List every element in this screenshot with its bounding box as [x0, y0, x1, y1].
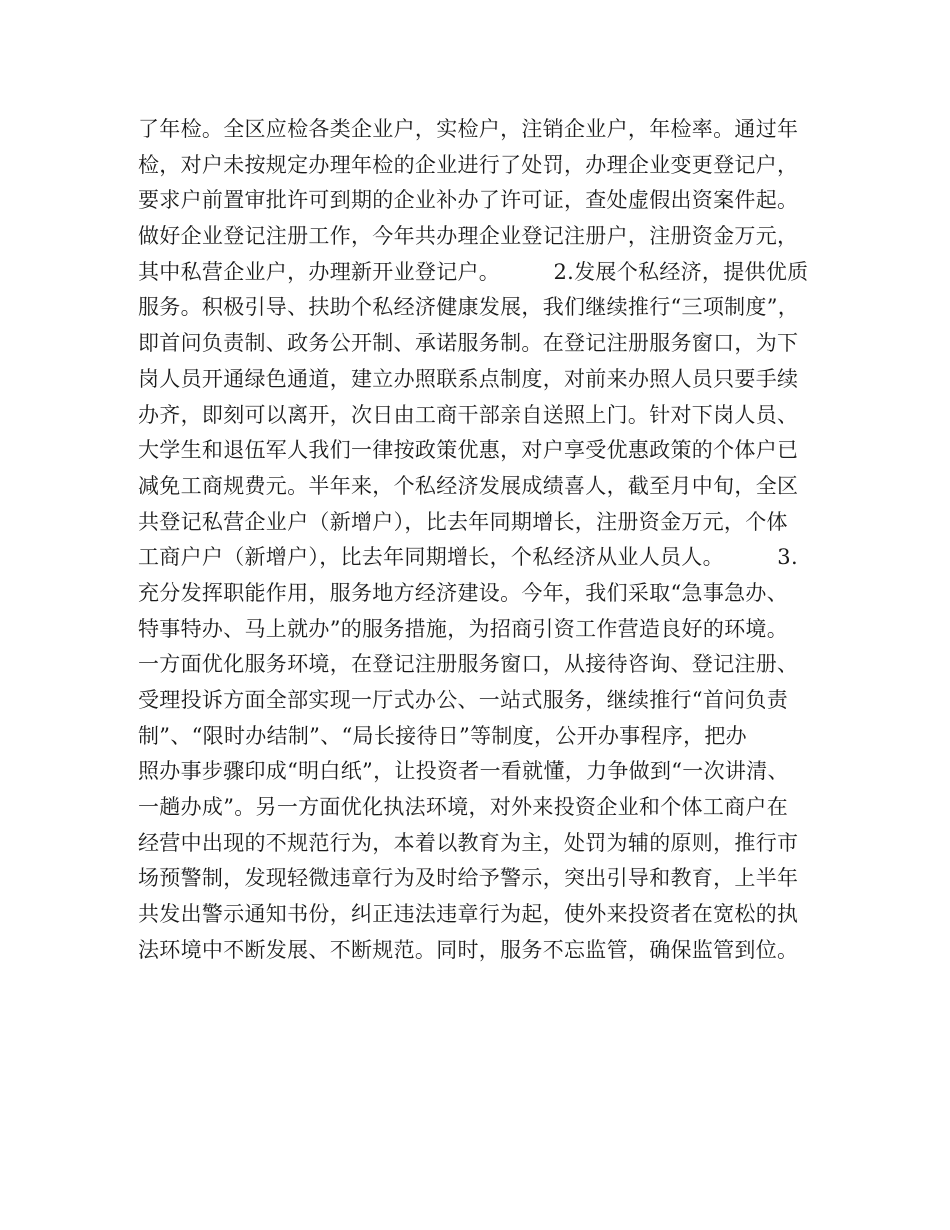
text-line: 大学生和退伍军人我们一律按政策优惠，对户享受优惠政策的个体户已: [138, 438, 799, 463]
text-line: 检，对户未按规定办理年检的企业进行了处罚，办理企业变更登记户，: [138, 152, 799, 177]
text-line: 法环境中不断发展、不断规范。同时，服务不忘监管，确保监管到位。: [138, 937, 799, 962]
text-line: 岗人员开通绿色通道，建立办照联系点制度，对前来办照人员只要手续: [138, 366, 799, 391]
text-line: 场预警制，发现轻微违章行为及时给予警示，突出引导和教育，上半年: [138, 866, 799, 891]
text-line: 服务。积极引导、扶助个私经济健康发展，我们继续推行“三项制度”，: [138, 295, 800, 320]
text-line: 经营中出现的不规范行为，本着以教育为主，处罚为辅的原则，推行市: [138, 830, 799, 855]
text-line: 一趟办成”。另一方面优化执法环境，对外来投资企业和个体工商户在: [138, 795, 789, 820]
text-line: 充分发挥职能作用，服务地方经济建设。今年，我们采取“急事急办、: [138, 580, 789, 605]
text-line: 了年检。全区应检各类企业户，实检户，注销企业户，年检率。通过年: [138, 117, 799, 141]
text-line: 即首问负责制、政务公开制、承诺服务制。在登记注册服务窗口，为下: [138, 331, 799, 356]
text-line: 工商户户（新增户），比去年同期增长，个私经济从业人员人。 3.: [138, 545, 798, 570]
text-line: 受理投诉方面全部实现一厅式办公、一站式服务，继续推行“首问负责: [138, 688, 789, 712]
text-line: 办齐，即刻可以离开，次日由工商干部亲自送照上门。针对下岗人员、: [138, 402, 799, 427]
text-line: 要求户前置审批许可到期的企业补办了许可证，查处虚假出资案件起。: [138, 188, 799, 213]
text-line: 做好企业登记注册工作，今年共办理企业登记注册户，注册资金万元，: [138, 224, 799, 249]
text-line: 照办事步骤印成“明白纸”，让投资者一看就懂，力争做到“一次讲清、: [138, 759, 789, 784]
text-line: 一方面优化服务环境，在登记注册服务窗口，从接待咨询、登记注册、: [138, 652, 799, 677]
text-line: 制”、“限时办结制”、“局长接待日”等制度，公开办事程序，把办: [138, 723, 747, 748]
text-line: 共发出警示通知书份，纠正违法违章行为起，使外来投资者在宽松的执: [138, 902, 799, 927]
text-line: 特事特办、马上就办”的服务措施，为招商引资工作营造良好的环境。: [138, 616, 789, 641]
text-line: 减免工商规费元。半年来，个私经济发展成绩喜人，截至月中旬，全区: [138, 473, 799, 498]
text-line: 共登记私营企业户（新增户），比去年同期增长，注册资金万元，个体: [138, 509, 788, 534]
body-text: [138, 112, 838, 969]
text-line: 其中私营企业户，办理新开业登记户。 2.发展个私经济，提供优质: [138, 259, 809, 284]
